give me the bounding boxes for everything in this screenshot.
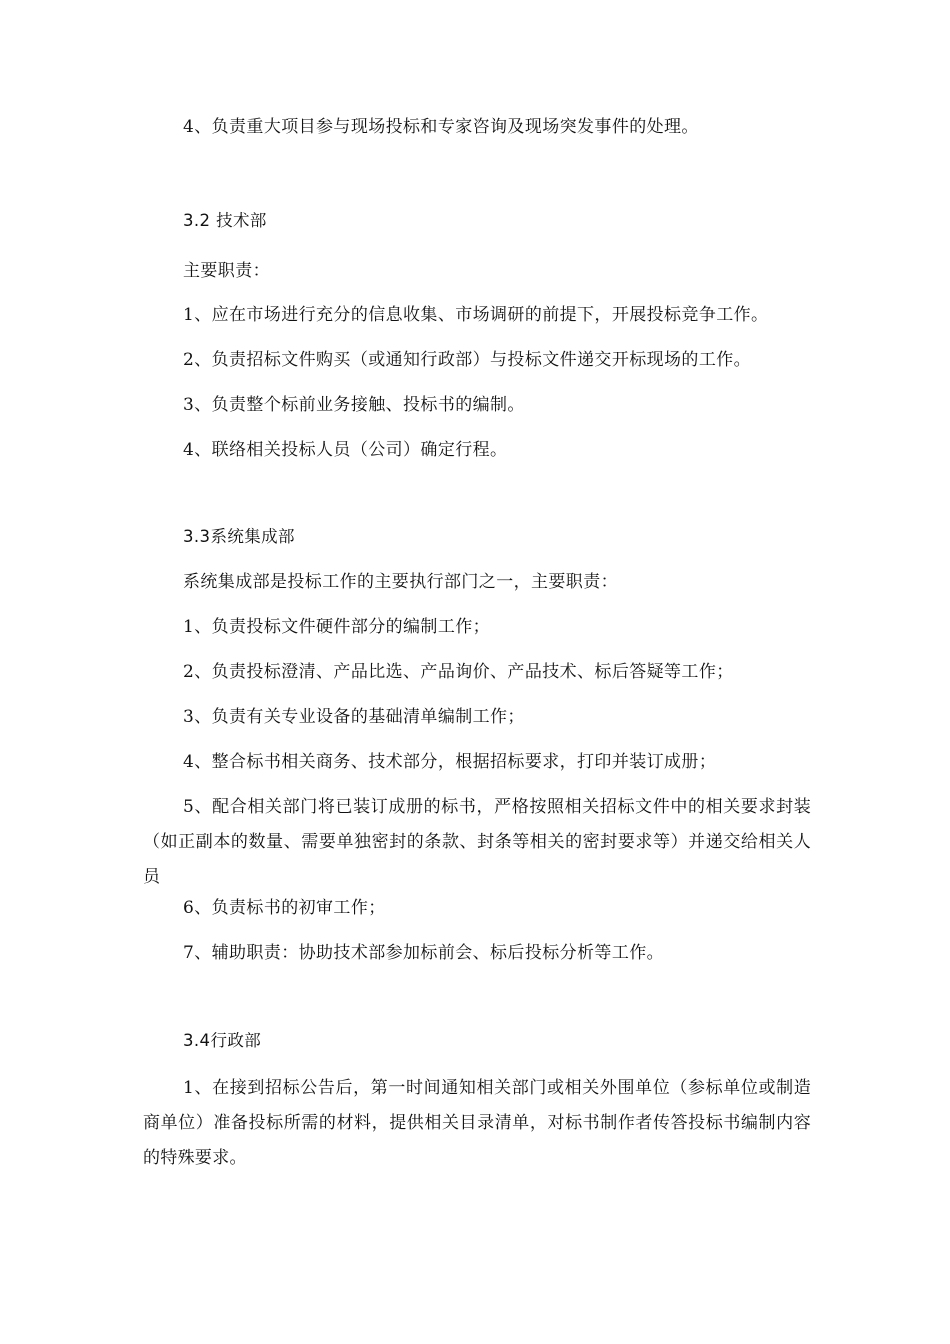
section-heading: 3.2 技术部 [183,211,267,230]
paragraph-item: 1、应在市场进行充分的信息收集、市场调研的前提下，开展投标竞争工作。 [183,305,769,325]
paragraph-item: 2、负责投标澄清、产品比选、产品询价、产品技术、标后答疑等工作； [183,662,734,682]
section-heading: 3.3系统集成部 [183,527,295,546]
section-intro: 系统集成部是投标工作的主要执行部门之一，主要职责： [183,572,618,592]
paragraph-item: 3、负责有关专业设备的基础清单编制工作； [183,707,525,727]
paragraph-item: 4、联络相关投标人员（公司）确定行程。 [183,440,508,460]
paragraph-item: 3、负责整个标前业务接触、投标书的编制。 [183,395,525,415]
paragraph-item: 4、负责重大项目参与现场投标和专家咨询及现场突发事件的处理。 [183,117,699,137]
paragraph-item: 4、整合标书相关商务、技术部分，根据招标要求，打印并装订成册； [183,752,717,772]
paragraph-item: 6、负责标书的初审工作； [183,898,386,918]
paragraph-item: 5、配合相关部门将已装订成册的标书，严格按照相关招标文件中的相关要求封装（如正副本的数量、需要单独密封的条款、封条等相关的密封要求等）并递交给相关人员 [143,797,811,887]
paragraph-item: 2、负责招标文件购买（或通知行政部）与投标文件递交开标现场的工作。 [183,350,752,370]
paragraph-item: 1、在接到招标公告后，第一时间通知相关部门或相关外围单位（参标单位或制造商单位）准备投标所需的材料，提供相关目录清单，对标书制作者传答投标书编制内容的特殊要求。 [143,1078,811,1168]
paragraph-item: 7、辅助职责：协助技术部参加标前会、标后投标分析等工作。 [183,943,665,963]
section-intro: 主要职责： [183,261,270,281]
paragraph-item: 1、负责投标文件硬件部分的编制工作； [183,617,491,637]
section-heading: 3.4行政部 [183,1031,262,1050]
